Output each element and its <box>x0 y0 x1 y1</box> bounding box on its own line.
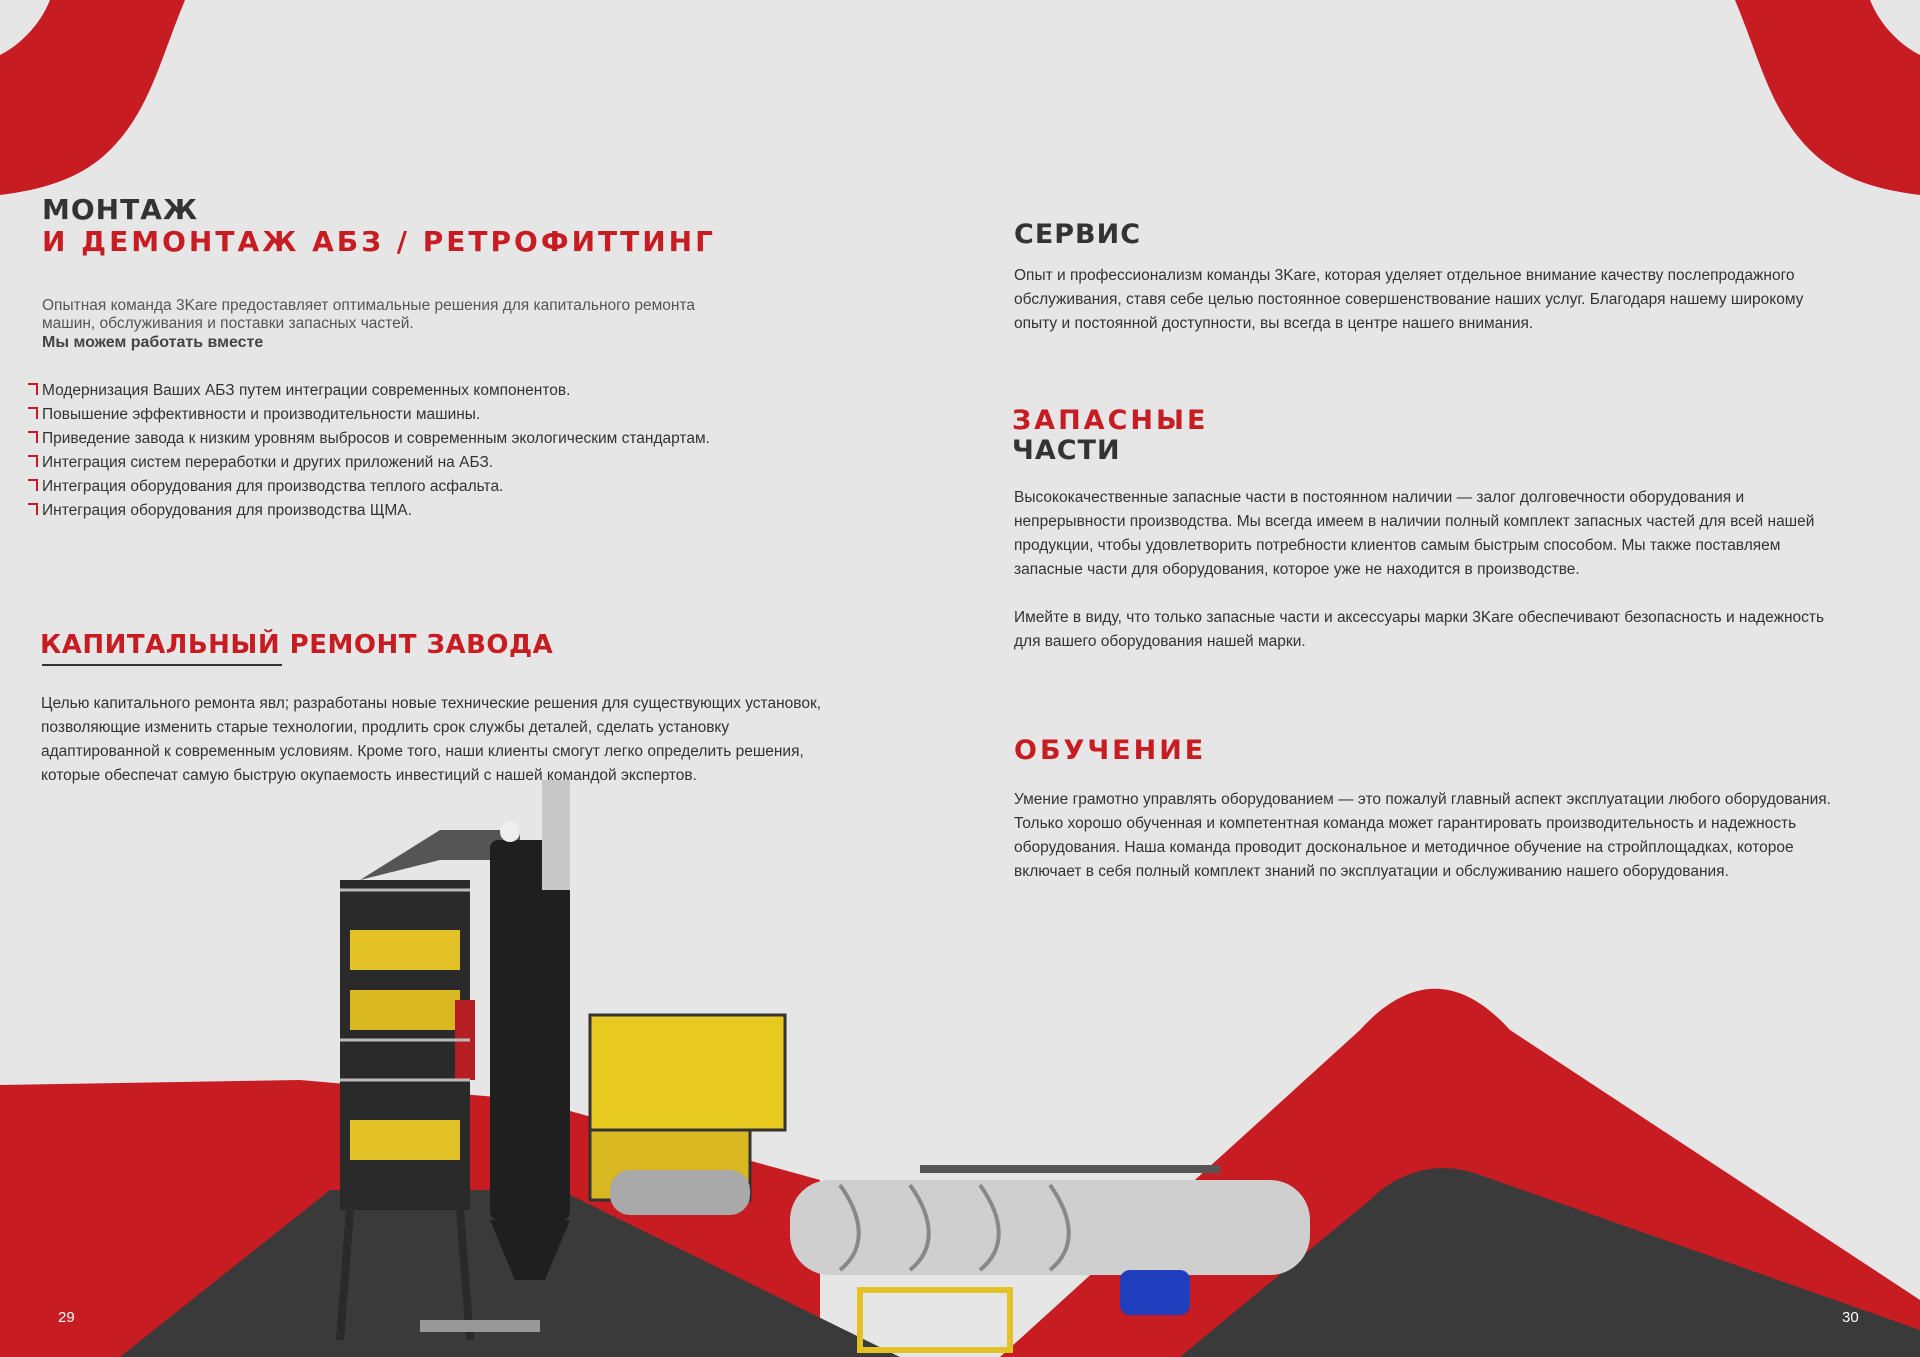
list-item <box>28 451 828 475</box>
parts-title-line2: ЧАСТИ <box>1012 435 1121 466</box>
list-item <box>28 379 828 403</box>
yellow-frame <box>860 1290 1010 1350</box>
bullet-mark-icon <box>28 479 38 491</box>
list-item <box>28 427 828 451</box>
capital-text: Целью капитального ремонта явл; разработаны новые технические решения для существующих установок, позволяющие изменить старые технологии, продлить срок службы деталей, сделать установку адаптированной к современным условиям. Кроме того, наши клиенты смогут легко определить решения, которые обеспечат самую быструю окупаемость инвестиций с нашей командой экспертов. <box>41 695 822 784</box>
list-item-text: Модернизация Ваших АБЗ путем интеграции современных компонентов. <box>42 382 571 399</box>
list-item-text: Приведение завода к низким уровням выбросов и современным экологическим стандартам. <box>42 430 710 447</box>
bitumen-tank <box>790 1180 1310 1275</box>
dryer-drum <box>610 1170 750 1215</box>
list-item-text: Интеграция оборудования для производства ЩМА. <box>42 502 412 519</box>
bullet-mark-icon <box>28 503 38 515</box>
list-item <box>28 499 828 523</box>
mount-heading-block <box>42 194 942 258</box>
tower-yellow-panel <box>350 930 460 970</box>
chimney <box>542 780 570 890</box>
capital-title: КАПИТАЛЬНЫЙ РЕМОНТ ЗАВОДА <box>40 630 554 660</box>
mount-title-line1: МОНТАЖ <box>42 193 199 226</box>
capital-title-underline <box>42 664 282 666</box>
mount-list <box>28 379 828 523</box>
parts-text-2: Имейте в виду, что только запасные части и аксессуары марки 3Kare обеспечивают безопасность и надежность для вашего оборудования нашей марки. <box>1014 609 1825 650</box>
parts-heading-block <box>1012 406 1832 466</box>
silo-logo <box>500 822 520 842</box>
parts-title-line1: ЗАПАСНЫЕ <box>1012 405 1209 436</box>
list-item-text: Повышение эффективности и производительности машины. <box>42 406 481 423</box>
capital-heading-block <box>40 630 900 660</box>
training-heading-block <box>1014 735 1834 767</box>
silo <box>490 840 570 1220</box>
blue-tank <box>1120 1270 1190 1315</box>
list-item-text: Интеграция оборудования для производства теплого асфальта. <box>42 478 504 495</box>
parts-text-1: Высококачественные запасные части в постоянном наличии — залог долговечности оборудования и непрерывности производства. Мы всегда имеем в наличии полный комплект запасных частей для всей нашей продукции, чтобы удовлетворить потребности клиентов самым быстрым способом. Мы также поставляем запасные части для оборудования, которое уже не находится в производстве. <box>1014 489 1815 578</box>
bullet-mark-icon <box>28 431 38 443</box>
silo-cone <box>490 1220 570 1280</box>
training-title: ОБУЧЕНИЕ <box>1014 735 1207 766</box>
tower-yellow-panel <box>350 990 460 1030</box>
tank-pipes <box>920 1165 1220 1173</box>
mount-title-line2: И ДЕМОНТАЖ АБЗ / РЕТРОФИТТИНГ <box>42 225 716 258</box>
list-item <box>28 475 828 499</box>
bullet-mark-icon <box>28 455 38 467</box>
yellow-container <box>590 1015 785 1130</box>
bullet-mark-icon <box>28 383 38 395</box>
list-item-text: Интеграция систем переработки и других приложений на АБЗ. <box>42 454 494 471</box>
service-title: СЕРВИС <box>1014 219 1142 250</box>
tower-yellow-panel <box>350 1120 460 1160</box>
page-number-right: 30 <box>1842 1309 1859 1326</box>
mount-subtitle: Мы можем работать вместе <box>42 334 264 351</box>
list-item <box>28 403 828 427</box>
tower-base <box>420 1320 540 1332</box>
service-text: Опыт и профессионализм команды 3Kare, которая уделяет отдельное внимание качеству послепродажного обслуживания, ставя себе целью постоянное совершенствование наших услуг. Благодаря нашему широкому опыту и постоянной доступности, вы всегда в центре нашего внимания. <box>1014 267 1804 332</box>
service-heading-block <box>1014 219 1834 251</box>
page-number-left: 29 <box>58 1309 75 1326</box>
bullet-mark-icon <box>28 407 38 419</box>
mount-intro-text: Опытная команда 3Kare предоставляет оптимальные решения для капитального ремонта машин, обслуживания и поставки запасных частей. <box>42 296 695 332</box>
training-text: Умение грамотно управлять оборудованием — это пожалуй главный аспект эксплуатации любого оборудования. Только хорошо обученная и компетентная команда может гарантировать производительность и надежность оборудования. Наша команда проводит доскональное и методичное обучение на стройплощадках, которое включает в себя полный комплект знаний по эксплуатации и обслуживанию нашего оборудования. <box>1014 791 1831 880</box>
tower-upper-frame <box>340 880 470 1210</box>
